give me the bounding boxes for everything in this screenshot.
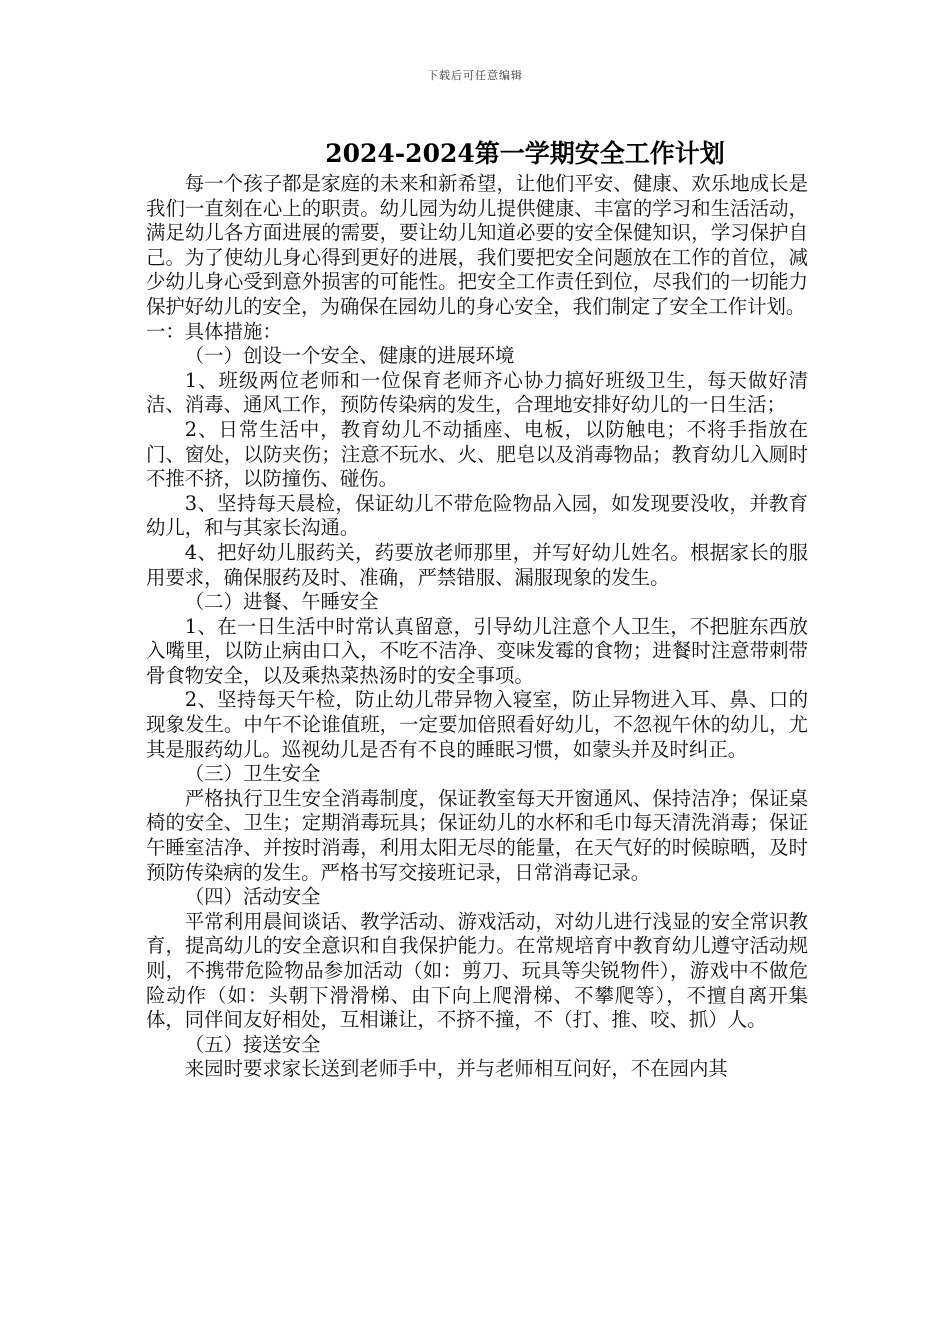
document-title: 2024-2024第一学期安全工作计划 <box>325 139 725 168</box>
document-body <box>146 172 808 1082</box>
header-note: 下载后可任意编辑 <box>427 69 523 82</box>
paragraph-nap-2: 2、坚持每天午检，防止幼儿带异物入寝室，防止异物进入耳、鼻、口的现象发生。中午不论谁值班，一定要加倍照看好幼儿，不忽视午休的幼儿，尤其是服药幼儿。巡视幼儿是否有不良的睡眠习惯，如蒙头并及时纠正。 <box>146 688 808 761</box>
intro-paragraph: 每一个孩子都是家庭的未来和新希望，让他们平安、健康、欢乐地成长是我们一直刻在心上的职责。幼儿园为幼儿提供健康、丰富的学习和生活活动，满足幼儿各方面进展的需要，要让幼儿知道必要的安全保健知识，学习保护自己。为了使幼儿身心得到更好的进展，我们要把安全问题放在工作的首位，减少幼儿身心受到意外损害的可能性。把安全工作责任到位，尽我们的一切能力保护好幼儿的安全，为确保在园幼儿的身心安全，我们制定了安全工作计划。 <box>146 172 808 318</box>
paragraph-meals-1: 1、在一日生活中时常认真留意，引导幼儿注意个人卫生，不把脏东西放入嘴里，以防止病由口入，不吃不洁净、变味发霉的食物；进餐时注意带刺带骨食物安全，以及乘热菜热汤时的安全事项。 <box>146 614 808 687</box>
paragraph-item-2: 2、日常生活中，教育幼儿不动插座、电板，以防触电；不将手指放在门、窗处，以防夹伤；注意不玩水、火、肥皂以及消毒物品；教育幼儿入厕时不推不挤，以防撞伤、碰伤。 <box>146 417 808 491</box>
paragraph-item-1: 1、班级两位老师和一位保育老师齐心协力搞好班级卫生，每天做好清洁、消毒、通风工作，预防传染病的发生，合理地安排好幼儿的一日生活； <box>146 368 808 417</box>
subsection-heading-meals-nap: （二）进餐、午睡安全 <box>184 590 379 614</box>
subsection-heading-activity: （四）活动安全 <box>184 885 321 909</box>
paragraph-pickup: 来园时要求家长送到老师手中，并与老师相互问好，不在园内其 <box>184 1057 728 1081</box>
subsection-heading-environment: （一）创设一个安全、健康的进展环境 <box>184 344 515 368</box>
paragraph-activity: 平常利用晨间谈话、教学活动、游戏活动，对幼儿进行浅显的安全常识教育，提高幼儿的安全意识和自我保护能力。在常规培育中教育幼儿遵守活动规则，不携带危险物品参加活动（如：剪刀、玩具等尖锐物件），游戏中不做危险动作（如：头朝下滑滑梯、由下向上爬滑梯、不攀爬等），不擅自离开集体，同伴间友好相处，互相谦让，不挤不撞，不（打、推、咬、抓）人。 <box>146 909 808 1032</box>
subsection-heading-pickup: （五）接送安全 <box>184 1032 321 1056</box>
paragraph-item-3: 3、坚持每天晨检，保证幼儿不带危险物品入园，如发现要没收，并教育幼儿，和与其家长沟通。 <box>146 491 808 540</box>
paragraph-item-4: 4、把好幼儿服药关，药要放老师那里，并写好幼儿姓名。根据家长的服用要求，确保服药及时、准确，严禁错服、漏服现象的发生。 <box>146 540 808 589</box>
section-heading-measures: 一：具体措施： <box>146 319 282 343</box>
subsection-heading-hygiene: （三）卫生安全 <box>184 762 321 786</box>
paragraph-hygiene: 严格执行卫生安全消毒制度，保证教室每天开窗通风、保持洁净；保证桌椅的安全、卫生；定期消毒玩具；保证幼儿的水杯和毛巾每天清洗消毒；保证午睡室洁净、并按时消毒，利用太阳无尽的能量，在天气好的时候晾晒，及时预防传染病的发生。严格书写交接班记录，日常消毒记录。 <box>146 786 808 884</box>
